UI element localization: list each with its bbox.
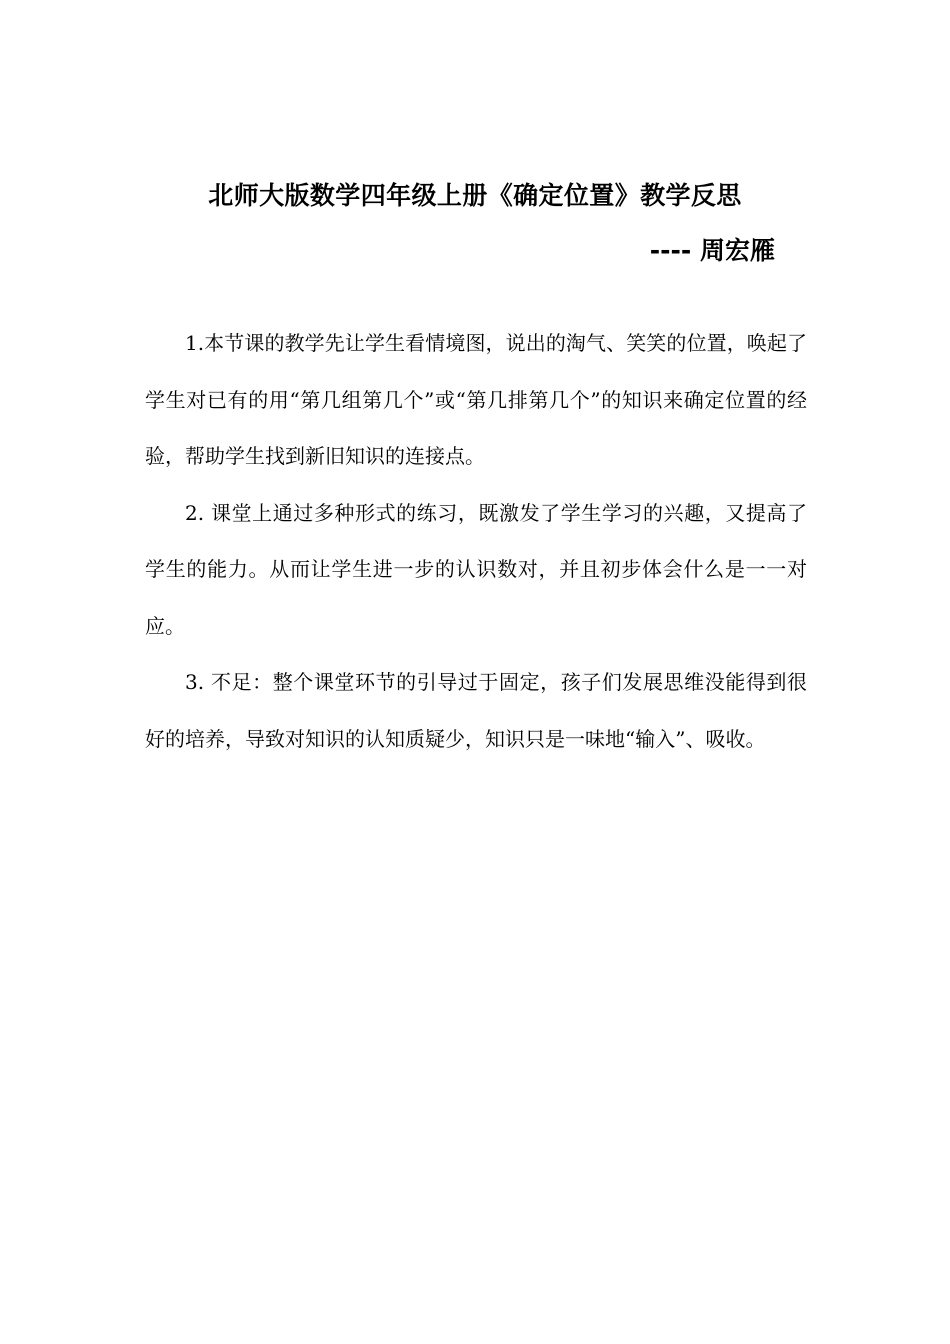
document-body bbox=[145, 315, 807, 767]
document-author: ---- 周宏雁 bbox=[649, 236, 775, 265]
paragraph-2: 2. 课堂上通过多种形式的练习，既激发了学生学习的兴趣，又提高了学生的能力。从而让学生进一步的认识数对，并且初步体会什么是一一对应。 bbox=[145, 500, 807, 638]
paragraph-1: 1.本节课的教学先让学生看情境图，说出的淘气、笑笑的位置，唤起了学生对已有的用“第几组第几个”或“第几排第几个”的知识来确定位置的经验，帮助学生找到新旧知识的连接点。 bbox=[145, 331, 807, 468]
document-title: 北师大版数学四年级上册《确定位置》教学反思 bbox=[208, 181, 742, 210]
paragraph-3: 3. 不足：整个课堂环节的引导过于固定，孩子们发展思维没能得到很好的培养，导致对知识的认知质疑少，知识只是一味地“输入”、吸收。 bbox=[145, 670, 807, 751]
